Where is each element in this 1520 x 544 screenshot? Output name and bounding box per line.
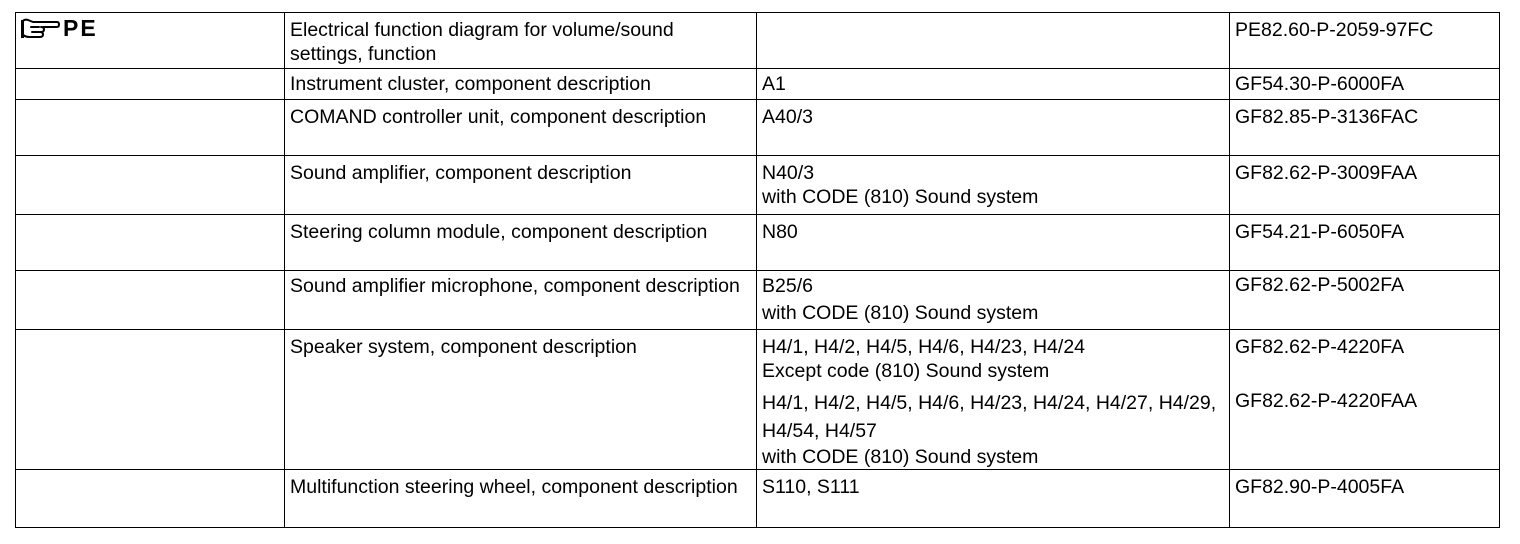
designation-cell	[757, 470, 1230, 528]
reference-cell	[1230, 13, 1500, 69]
designation-cell	[757, 100, 1230, 156]
component-codes: N40/3	[762, 162, 815, 184]
designation-cell	[757, 13, 1230, 69]
reference-cell	[1230, 69, 1500, 100]
component-codes: H4/1, H4/2, H4/5, H4/6, H4/23, H4/24	[762, 336, 1086, 358]
document-reference: PE82.60-P-2059-97FC	[1235, 19, 1434, 41]
marker-cell	[16, 470, 285, 528]
table-row	[16, 215, 1500, 271]
description-cell: Instrument cluster, component description	[285, 69, 757, 100]
designation-cell	[757, 330, 1230, 470]
pe-label: PE	[63, 15, 98, 41]
document-reference: GF82.62-P-3009FAA	[1235, 162, 1418, 184]
table-row	[16, 156, 1500, 215]
document-reference: GF82.62-P-4220FAA	[1235, 390, 1418, 412]
description-cell: Electrical function diagram for volume/sound settings, function	[285, 13, 757, 69]
table-row	[16, 470, 1500, 528]
table-row	[16, 100, 1500, 156]
marker-cell	[16, 156, 285, 215]
code-condition: with CODE (810) Sound system	[762, 446, 1039, 468]
designation-cell	[757, 215, 1230, 271]
table-row	[16, 330, 1500, 470]
document-reference: GF82.90-P-4005FA	[1235, 476, 1405, 498]
designation-cell	[757, 69, 1230, 100]
code-condition: Except code (810) Sound system	[762, 360, 1050, 382]
code-condition: with CODE (810) Sound system	[762, 186, 1039, 208]
component-codes: S110, S111	[762, 476, 860, 498]
pointing-hand-icon	[21, 15, 61, 41]
document-reference: GF82.62-P-4220FA	[1235, 336, 1405, 358]
designation-cell	[757, 156, 1230, 215]
component-codes: A40/3	[762, 106, 813, 128]
reference-cell	[1230, 156, 1500, 215]
reference-cell	[1230, 215, 1500, 271]
description-cell: Multifunction steering wheel, component description	[285, 470, 757, 528]
component-codes: H4/1, H4/2, H4/5, H4/6, H4/23, H4/24, H4/27, H4/29, H4/54, H4/57	[762, 392, 1217, 442]
marker-cell	[16, 330, 285, 470]
table-row	[16, 69, 1500, 100]
document-reference: GF54.21-P-6050FA	[1235, 221, 1405, 243]
description-cell: Sound amplifier microphone, component description	[285, 271, 757, 330]
document-reference: GF54.30-P-6000FA	[1235, 73, 1405, 95]
component-codes: N80	[762, 221, 798, 243]
reference-cell	[1230, 271, 1500, 330]
marker-cell	[16, 100, 285, 156]
description-cell: Steering column module, component description	[285, 215, 757, 271]
marker-cell	[16, 69, 285, 100]
component-codes: A1	[762, 73, 786, 95]
component-codes: B25/6	[762, 275, 813, 297]
reference-cell	[1230, 330, 1500, 470]
reference-cell	[1230, 100, 1500, 156]
marker-cell	[16, 215, 285, 271]
description-cell: COMAND controller unit, component description	[285, 100, 757, 156]
marker-cell	[16, 271, 285, 330]
marker-cell	[16, 13, 285, 69]
designation-cell	[757, 271, 1230, 330]
table-row	[16, 271, 1500, 330]
code-condition: with CODE (810) Sound system	[762, 302, 1039, 324]
reference-table	[15, 12, 1500, 528]
description-cell: Sound amplifier, component description	[285, 156, 757, 215]
document-reference: GF82.62-P-5002FA	[1235, 274, 1405, 296]
description-cell: Speaker system, component description	[285, 330, 757, 470]
reference-cell	[1230, 470, 1500, 528]
document-reference: GF82.85-P-3136FAC	[1235, 106, 1419, 128]
table-row	[16, 13, 1500, 69]
